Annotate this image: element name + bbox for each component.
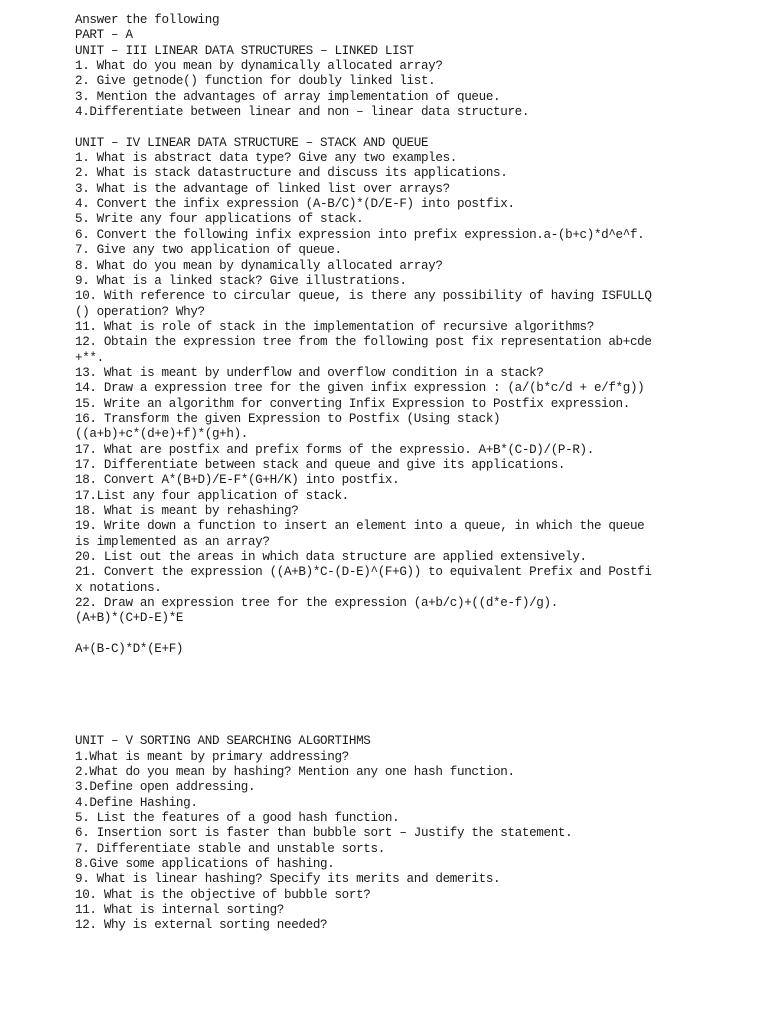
unit-4-question: 5. Write any four applications of stack.	[75, 212, 364, 227]
unit-4-question: 3. What is the advantage of linked list over arrays?	[75, 181, 450, 196]
unit-4-question: +**.	[75, 350, 104, 365]
spacer	[75, 627, 755, 642]
question-document	[75, 13, 755, 934]
unit-4-question: 19. Write down a function to insert an element into a queue, in which the queue	[75, 519, 645, 534]
unit-4-question: 8. What do you mean by dynamically allocated array?	[75, 258, 443, 273]
unit-5-question: 3.Define open addressing.	[75, 780, 256, 795]
unit-3-section	[75, 44, 755, 121]
unit-4-question: 17. Differentiate between stack and queue and give its applications.	[75, 457, 566, 472]
unit-4-section	[75, 136, 755, 658]
part-heading: PART – A	[75, 28, 133, 43]
unit-4-heading: UNIT – IV LINEAR DATA STRUCTURE – STACK AND QUEUE	[75, 135, 429, 150]
unit-5-question: 2.What do you mean by hashing? Mention any one hash function.	[75, 764, 515, 779]
unit-4-question: (A+B)*(C+D-E)*E	[75, 611, 184, 626]
unit-4-question: 22. Draw an expression tree for the expression (a+b/c)+((d*e-f)/g).	[75, 596, 558, 611]
unit-4-question: 11. What is role of stack in the implementation of recursive algorithms?	[75, 319, 594, 334]
unit-4-extra-expression: A+(B-C)*D*(E+F)	[75, 642, 184, 657]
unit-5-question: 10. What is the objective of bubble sort?	[75, 887, 371, 902]
unit-4-question: is implemented as an array?	[75, 534, 270, 549]
unit-3-question: 1. What do you mean by dynamically allocated array?	[75, 59, 443, 74]
unit-4-question: 15. Write an algorithm for converting Infix Expression to Postfix expression.	[75, 396, 630, 411]
unit-4-question: 1. What is abstract data type? Give any two examples.	[75, 151, 457, 166]
unit-3-question: 4.Differentiate between linear and non – linear data structure.	[75, 105, 530, 120]
unit-4-question: 16. Transform the given Expression to Postfix (Using stack)	[75, 411, 501, 426]
unit-4-question: 9. What is a linked stack? Give illustrations.	[75, 273, 407, 288]
unit-5-question: 4.Define Hashing.	[75, 795, 198, 810]
spacer	[75, 120, 755, 135]
unit-3-question: 3. Mention the advantages of array implementation of queue.	[75, 89, 501, 104]
unit-4-question: 18. Convert A*(B+D)/E-F*(G+H/K) into postfix.	[75, 473, 400, 488]
unit-4-question: 13. What is meant by underflow and overflow condition in a stack?	[75, 365, 544, 380]
unit-4-question: 10. With reference to circular queue, is there any possibility of having ISFULLQ	[75, 289, 652, 304]
unit-4-question: 17.List any four application of stack.	[75, 488, 349, 503]
unit-4-question: 6. Convert the following infix expression into prefix expression.a-(b+c)*d^e^f.	[75, 227, 645, 242]
unit-3-heading: UNIT – III LINEAR DATA STRUCTURES – LINKED LIST	[75, 43, 414, 58]
unit-5-question: 5. List the features of a good hash function.	[75, 810, 400, 825]
unit-4-question: 17. What are postfix and prefix forms of the expressio. A+B*(C-D)/(P-R).	[75, 442, 594, 457]
unit-4-question: () operation? Why?	[75, 304, 205, 319]
spacer	[75, 657, 755, 734]
unit-4-question: x notations.	[75, 580, 162, 595]
unit-4-question: 18. What is meant by rehashing?	[75, 504, 299, 518]
unit-5-heading: UNIT – V SORTING AND SEARCHING ALGORTIHMS	[75, 734, 371, 749]
unit-5-question: 8.Give some applications of hashing.	[75, 856, 335, 871]
unit-4-question: 2. What is stack datastructure and discuss its applications.	[75, 166, 508, 181]
unit-4-question: 21. Convert the expression ((A+B)*C-(D-E)^(F+G)) to equivalent Prefix and Postfi	[75, 565, 652, 580]
unit-4-question: 4. Convert the infix expression (A-B/C)*(D/E-F) into postfix.	[75, 197, 515, 212]
instruction-line: Answer the following	[75, 13, 220, 27]
unit-4-question: 7. Give any two application of queue.	[75, 243, 342, 258]
unit-5-question: 7. Differentiate stable and unstable sorts.	[75, 841, 385, 856]
unit-5-section	[75, 734, 755, 933]
unit-4-question: 20. List out the areas in which data structure are applied extensively.	[75, 550, 587, 565]
unit-3-question: 2. Give getnode() function for doubly linked list.	[75, 74, 436, 89]
unit-5-question: 1.What is meant by primary addressing?	[75, 749, 349, 764]
unit-4-question: 12. Obtain the expression tree from the following post fix representation ab+cde	[75, 335, 652, 350]
unit-5-question: 9. What is linear hashing? Specify its merits and demerits.	[75, 872, 501, 887]
unit-5-question: 6. Insertion sort is faster than bubble sort – Justify the statement.	[75, 826, 573, 841]
unit-4-question: 14. Draw a expression tree for the given infix expression : (a/(b*c/d + e/f*g))	[75, 381, 645, 396]
unit-5-question: 12. Why is external sorting needed?	[75, 918, 328, 933]
unit-4-question: ((a+b)+c*(d+e)+f)*(g+h).	[75, 427, 248, 442]
unit-5-question: 11. What is internal sorting?	[75, 902, 285, 917]
